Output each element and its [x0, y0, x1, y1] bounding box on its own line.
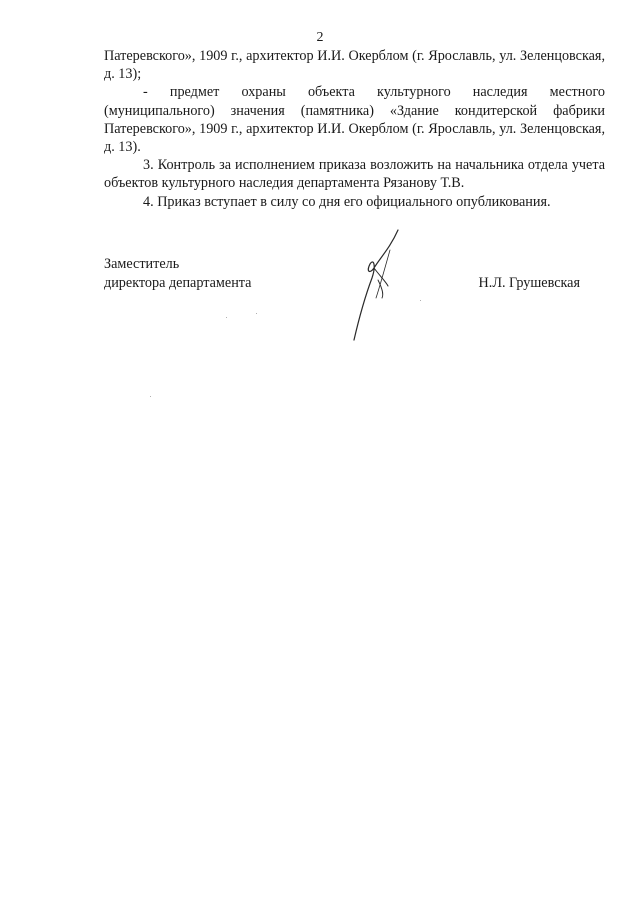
scan-speck: [226, 317, 227, 318]
paragraph-item-3: [104, 156, 605, 192]
signatory-position: [104, 255, 251, 293]
text-line: 4. Приказ вступает в силу со дня его официального опубликования.: [143, 193, 551, 210]
position-line: директора департамента: [104, 275, 252, 291]
handwritten-signature: [330, 228, 420, 348]
signatory-name: Н.Л. Грушевская: [478, 275, 580, 291]
text-line: (муниципального) значения (памятника) «Здание кондитерской фабрики: [104, 102, 605, 119]
text-line: Патеревского», 1909 г., архитектор И.И. Окерблом (г. Ярославль,: [104, 48, 496, 64]
paragraph-continuation: [104, 47, 605, 83]
document-body: [104, 47, 605, 211]
position-line: Заместитель: [104, 256, 180, 272]
scan-speck: [256, 313, 257, 314]
page-number: 2: [316, 30, 324, 45]
paragraph-item-4: [104, 193, 605, 211]
paragraph-protection-subject: [104, 83, 605, 156]
scan-speck: [420, 300, 421, 301]
text-line: учета объектов культурного наследия департамента Рязанову Т.В.: [104, 157, 606, 192]
text-line: ул. Зеленцовская, д. 13);: [104, 48, 605, 83]
text-line: Патеревского», 1909 г., архитектор И.И. Окерблом (г. Ярославль,: [104, 120, 496, 137]
scan-speck: [150, 396, 151, 397]
text-line: ул. Зеленцовская, д. 13).: [104, 120, 605, 156]
text-line: - предмет охраны объекта культурного наследия местного: [143, 84, 605, 101]
text-line: 3. Контроль за исполнением приказа возложить на начальника отдела: [143, 157, 568, 174]
